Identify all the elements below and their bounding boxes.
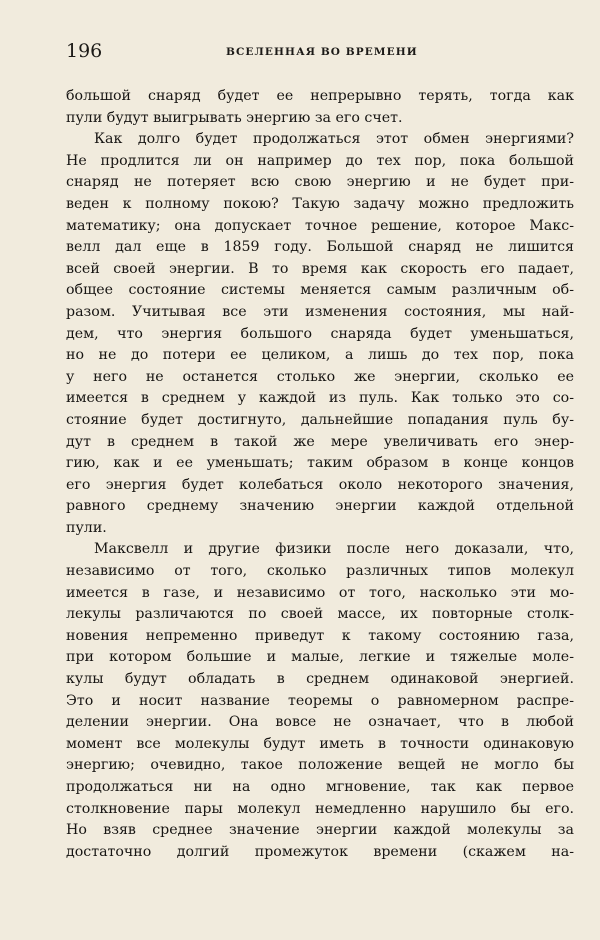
text-line: Как долго будет продолжаться этот обмен энергиями? <box>94 131 574 148</box>
text-line: большой снаряд будет ее непрерывно терять, тогда как <box>66 88 574 104</box>
text-line: лекулы различаются по своей массе, их повторные столк- <box>66 606 574 623</box>
text-line: делении энергии. Она вовсе не означает, что в любой <box>66 714 574 731</box>
text-line: его энергия будет колебаться около некоторого значения, <box>66 476 574 493</box>
text-line: продолжаться ни на одно мгновение, так как первое <box>66 779 574 795</box>
text-line: энергию; очевидно, такое положение вещей не могло бы <box>66 757 574 774</box>
text-line: велл дал еще в 1859 году. Большой снаряд не лишится <box>66 239 574 256</box>
text-line: разом. Учитывая все эти изменения состояния, мы най- <box>66 303 574 320</box>
text-line: Не продлится ли он например до тех пор, пока большой <box>66 152 574 169</box>
body-text <box>66 86 574 863</box>
text-line: веден к полному покою? Такую задачу можно предложить <box>66 195 574 212</box>
text-line: достаточно долгий промежуток времени (скажем на- <box>66 843 574 860</box>
text-line: дем, что энергия большого снаряда будет уменьшаться, <box>66 325 574 342</box>
text-line: имеется в среднем у каждой из пуль. Как только это со- <box>66 390 574 407</box>
paragraph-maxwell-exchange <box>66 129 574 539</box>
text-line: но не до потери ее целиком, а лишь до тех пор, пока <box>66 347 574 364</box>
text-line: пули будут выигрывать энергию за его счет. <box>66 109 403 126</box>
text-line: гию, как и ее уменьшать; таким образом в конце концов <box>66 455 574 472</box>
page-number: 196 <box>66 40 103 62</box>
paragraph-equipartition <box>66 539 574 863</box>
text-line: общее состояние системы меняется самым различным об- <box>66 282 574 299</box>
text-line: дут в среднем в такой же мере увеличивать его энер- <box>66 433 574 450</box>
text-line: при котором большие и малые, легкие и тяжелые моле- <box>66 649 574 666</box>
page-header <box>66 40 564 68</box>
text-line: столкновение пары молекул немедленно нарушило бы его. <box>66 800 574 817</box>
text-line: независимо от того, сколько различных типов молекул <box>66 563 574 580</box>
text-line: стояние будет достигнуто, дальнейшие попадания пуль бу- <box>66 411 574 428</box>
text-line: равного среднему значению энергии каждой отдельной <box>66 498 574 515</box>
text-line: снаряд не потеряет всю свою энергию и не будет при- <box>66 174 574 191</box>
running-title: ВСЕЛЕННАЯ ВО ВРЕМЕНИ <box>226 46 418 58</box>
paragraph-continuation <box>66 86 574 129</box>
text-line: у него не останется столько же энергии, сколько ее <box>66 368 574 385</box>
text-line: имеется в газе, и независимо от того, насколько эти мо- <box>66 584 574 601</box>
text-line: новения непременно приведут к такому состоянию газа, <box>66 627 574 644</box>
text-line: всей своей энергии. В то время как скорость его падает, <box>66 260 574 277</box>
text-line: Это и носит название теоремы о равномерном распре- <box>66 692 574 709</box>
text-line: Максвелл и другие физики после него доказали, что, <box>94 541 574 558</box>
text-line: кулы будут обладать в среднем одинаковой энергией. <box>66 671 574 688</box>
text-line: Но взяв среднее значение энергии каждой молекулы за <box>66 822 574 839</box>
text-line: математику; она допускает точное решение, которое Макс- <box>66 217 574 234</box>
text-line: пули. <box>66 519 107 536</box>
text-line: момент все молекулы будут иметь в точности одинаковую <box>66 735 574 752</box>
